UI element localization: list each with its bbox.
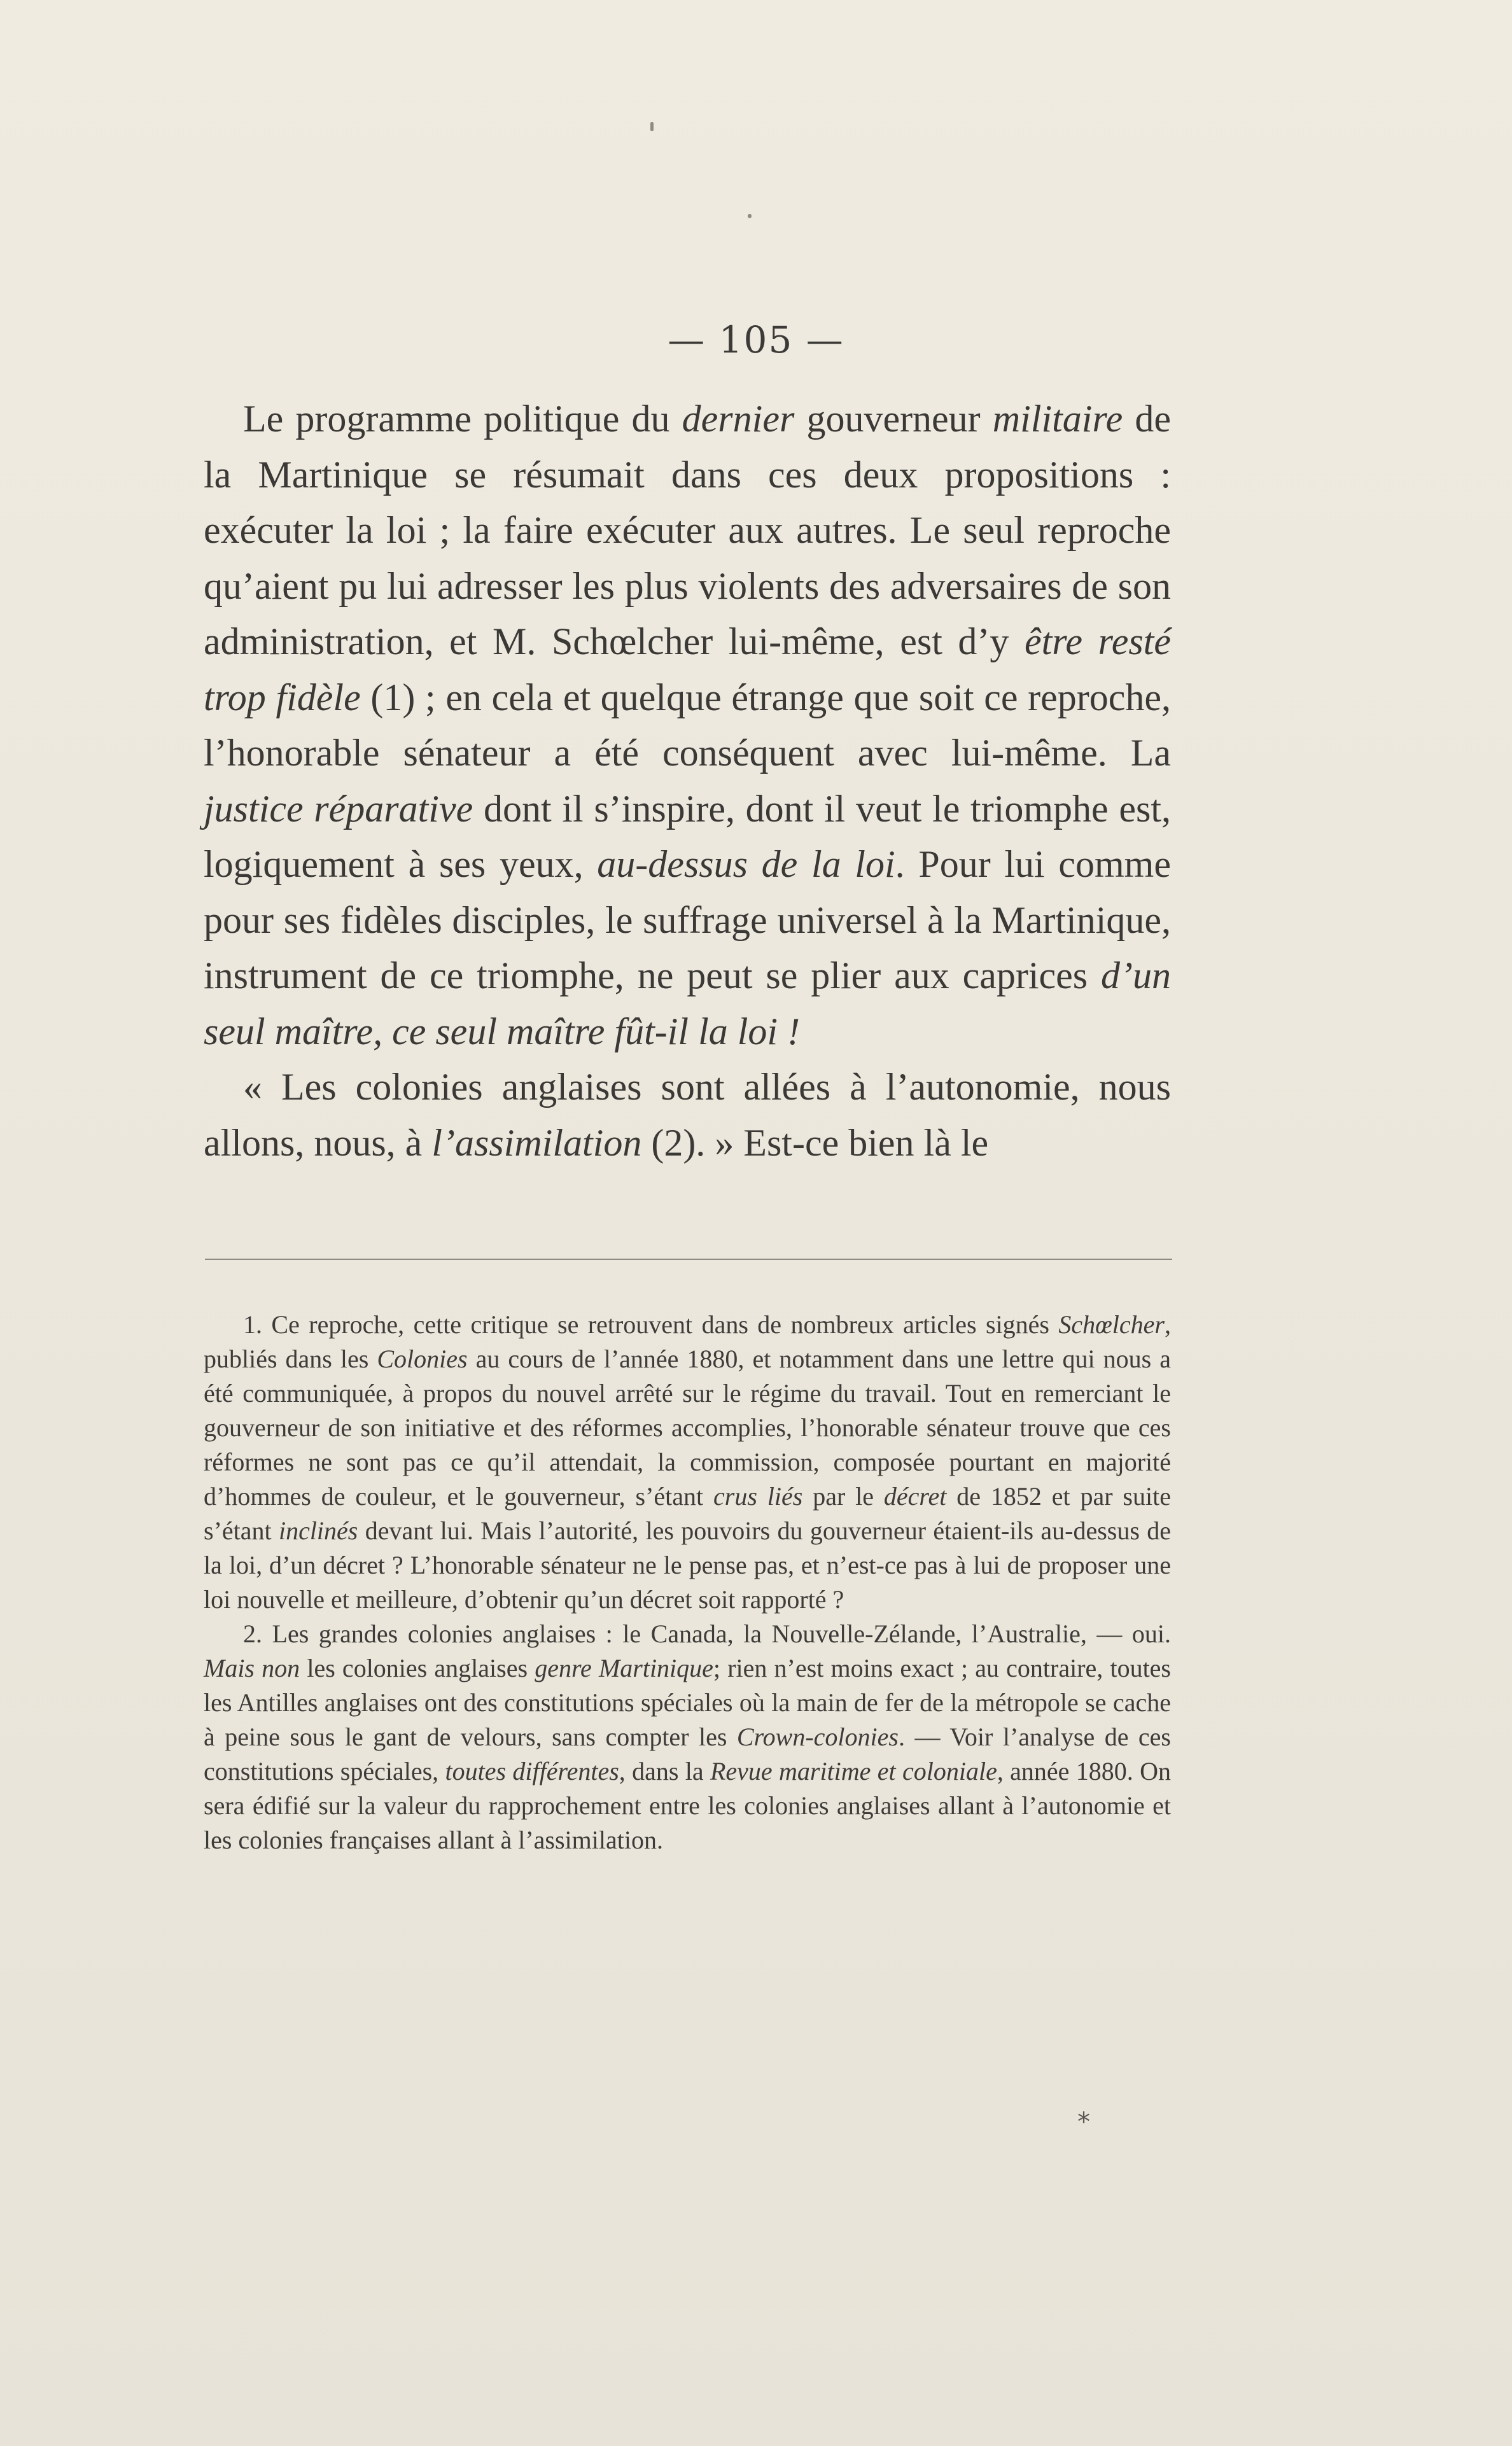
italic-run: crus liés [713, 1482, 803, 1511]
italic-run: dernier [682, 398, 795, 440]
italic-run: inclinés [278, 1516, 358, 1545]
italic-run: décret [883, 1482, 947, 1511]
text-run: . Pour lui comme pour ses fidèles disciples, le suffrage universel à la Martinique, instrument de ce triomphe, ne peut se plier aux caprices [204, 843, 1171, 996]
footnote-2 [204, 1617, 1171, 1857]
italic-run: Schœlcher [1058, 1310, 1165, 1339]
text-run: les colonies anglaises [300, 1654, 535, 1682]
text-run: de 1852 et par suite s’étant [204, 1482, 1171, 1545]
text-run: au cours de l’année 1880, et notamment dans une lettre qui nous a été communiquée, à propos du nouvel arrêté sur le régime du travail. Tout en remerciant le gouverneur de son initiative et des réformes accomplies, l’honorable sénateur trouve que ces réformes ne sont pas ce qu’il attendait, la commission, composée pourtant en majorité d’hommes de couleur, et le gouverneur, s’étant [204, 1345, 1171, 1511]
text-run: dont il s’inspire, dont il veut le triomphe est, logiquement à ses yeux, [204, 787, 1171, 885]
italic-run: genre Martinique [535, 1654, 713, 1682]
paragraph [204, 391, 1171, 1059]
italic-run: justice réparative [204, 787, 473, 830]
italic-run: l’assimilation [431, 1121, 642, 1164]
footnote-separator [205, 1259, 1172, 1260]
footnote-1 [204, 1308, 1171, 1617]
text-run: « Les colonies anglaises sont allées à l’autonomie, nous allons, nous, à [204, 1066, 1171, 1164]
paper-speck [650, 122, 654, 131]
text-run: (2). » Est-ce bien là le [641, 1121, 989, 1164]
italic-run: Mais non [204, 1654, 300, 1682]
footnotes [204, 1308, 1171, 1857]
page-number: — 105 — [668, 318, 844, 361]
text-run: , année 1880. On sera édifié sur la valeur du rapprochement entre les colonies anglaises allant à l’autonomie et les colonies françaises allant à l’assimilation. [204, 1757, 1171, 1854]
text-run: 2. Les grandes colonies anglaises : le Canada, la Nouvelle-Zélande, l’Australie, — oui. [243, 1619, 1171, 1648]
italic-run: Crown-colonies [736, 1723, 899, 1751]
text-run: gouverneur [794, 398, 993, 440]
main-text [204, 391, 1171, 1171]
text-run: devant lui. Mais l’autorité, les pouvoirs du gouverneur étaient-ils au-dessus de la loi, d’un décret ? L’honorable sénateur ne le pense pas, et n’est-ce pas à lui de proposer une loi nouvelle et meilleure, d’obtenir qu’un décret soit rapporté ? [204, 1516, 1171, 1614]
paragraph [204, 1059, 1171, 1171]
text-run: Le programme politique du [243, 398, 682, 440]
text-run: 1. Ce reproche, cette critique se retrouvent dans de nombreux articles signés [243, 1310, 1059, 1339]
italic-run: au-dessus de la loi [597, 843, 895, 885]
italic-run: Colonies [377, 1345, 468, 1373]
italic-run: toutes différentes [445, 1757, 619, 1786]
paper-speck [748, 214, 752, 218]
italic-run: militaire [992, 398, 1123, 440]
italic-run: être resté trop fidèle [204, 620, 1171, 718]
text-run: par le [802, 1482, 884, 1511]
italic-run: d’un seul maître, ce seul maître fût-il la loi ! [204, 954, 1171, 1052]
text-run: , publiés dans les [204, 1310, 1171, 1373]
text-run: . — Voir l’analyse de ces constitutions spéciales, [204, 1723, 1171, 1786]
italic-run: Revue maritime et coloniale [710, 1757, 997, 1786]
text-run: ; rien n’est moins exact ; au contraire, toutes les Antilles anglaises ont des constitutions spéciales où la main de fer de la métropole se cache à peine sous le gant de velours, sans compter les [204, 1654, 1171, 1751]
text-run: , dans la [619, 1757, 710, 1786]
text-run: de la Martinique se résumait dans ces deux propositions : exécuter la loi ; la faire exécuter aux autres. Le seul reproche qu’aient pu lui adresser les plus violents des adversaires de son administration, et M. Schœlcher lui-même, est d’y [204, 398, 1171, 662]
text-run: (1) ; en cela et quelque étrange que soit ce reproche, l’honorable sénateur a été conséquent avec lui-même. La [204, 676, 1171, 774]
end-asterisk: * [1077, 2107, 1090, 2137]
